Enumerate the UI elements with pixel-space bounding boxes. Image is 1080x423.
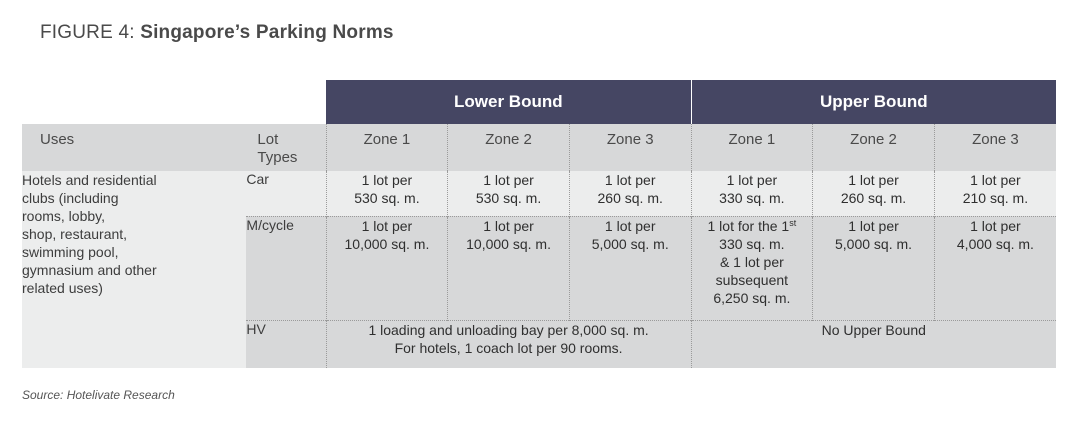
table-cell: 1 lot per 5,000 sq. m. xyxy=(569,216,691,320)
use-line: shop, restaurant, xyxy=(22,226,128,242)
parking-norms-table xyxy=(22,80,1056,368)
table-cell: 1 lot per 530 sq. m. xyxy=(326,171,448,216)
table-row-car xyxy=(22,171,1056,216)
lot-type-hv: HV xyxy=(246,320,326,368)
use-line: rooms, lobby, xyxy=(22,208,105,224)
use-line: gymnasium and other xyxy=(22,262,157,278)
table-cell: 1 lot per 330 sq. m. xyxy=(691,171,813,216)
zone-header: Zone 1 xyxy=(326,124,448,171)
hv-upper-bound: No Upper Bound xyxy=(691,320,1056,368)
table-cell: 1 lot for the 1st 330 sq. m. & 1 lot per subsequent 6,250 sq. m. xyxy=(691,216,813,320)
zone-header: Zone 2 xyxy=(448,124,570,171)
zone-header: Zone 2 xyxy=(813,124,935,171)
lot-type-mcycle: M/cycle xyxy=(246,216,326,320)
table-cell: 1 lot per 530 sq. m. xyxy=(448,171,570,216)
lot-types-header-line: Types xyxy=(257,149,298,166)
use-line: swimming pool, xyxy=(22,244,119,260)
column-header-row xyxy=(22,124,1056,171)
table-cell: 1 lot per 10,000 sq. m. xyxy=(448,216,570,320)
source-note: Source: Hotelivate Research xyxy=(22,388,175,402)
table-cell: 1 lot per 5,000 sq. m. xyxy=(813,216,935,320)
figure-name: Singapore’s Parking Norms xyxy=(140,22,394,43)
lot-types-header xyxy=(246,124,326,171)
band-blank xyxy=(22,80,326,124)
table-cell: 1 lot per 260 sq. m. xyxy=(569,171,691,216)
use-description xyxy=(22,171,246,368)
use-line: related uses) xyxy=(22,280,103,296)
table-cell: 1 lot per 4,000 sq. m. xyxy=(934,216,1056,320)
use-line: Hotels and residential xyxy=(22,172,157,188)
hv-lower-line: 1 loading and unloading bay per 8,000 sq. m. xyxy=(368,321,649,338)
table-cell: 1 lot per 210 sq. m. xyxy=(934,171,1056,216)
upper-bound-header: Upper Bound xyxy=(691,80,1056,124)
zone-header: Zone 3 xyxy=(569,124,691,171)
zone-header: Zone 1 xyxy=(691,124,813,171)
figure-label: FIGURE 4: xyxy=(40,22,135,43)
hv-lower-bound xyxy=(326,320,691,368)
hv-lower-line: For hotels, 1 coach lot per 90 rooms. xyxy=(394,339,623,356)
lot-types-header-line: Lot xyxy=(257,131,279,148)
uses-header: Uses xyxy=(22,124,246,171)
table-cell: 1 lot per 10,000 sq. m. xyxy=(326,216,448,320)
table-cell: 1 lot per 260 sq. m. xyxy=(813,171,935,216)
figure-title xyxy=(40,22,394,44)
lot-type-car: Car xyxy=(246,171,326,216)
use-line: clubs (including xyxy=(22,190,119,206)
bound-header-row xyxy=(22,80,1056,124)
zone-header: Zone 3 xyxy=(934,124,1056,171)
lower-bound-header: Lower Bound xyxy=(326,80,691,124)
